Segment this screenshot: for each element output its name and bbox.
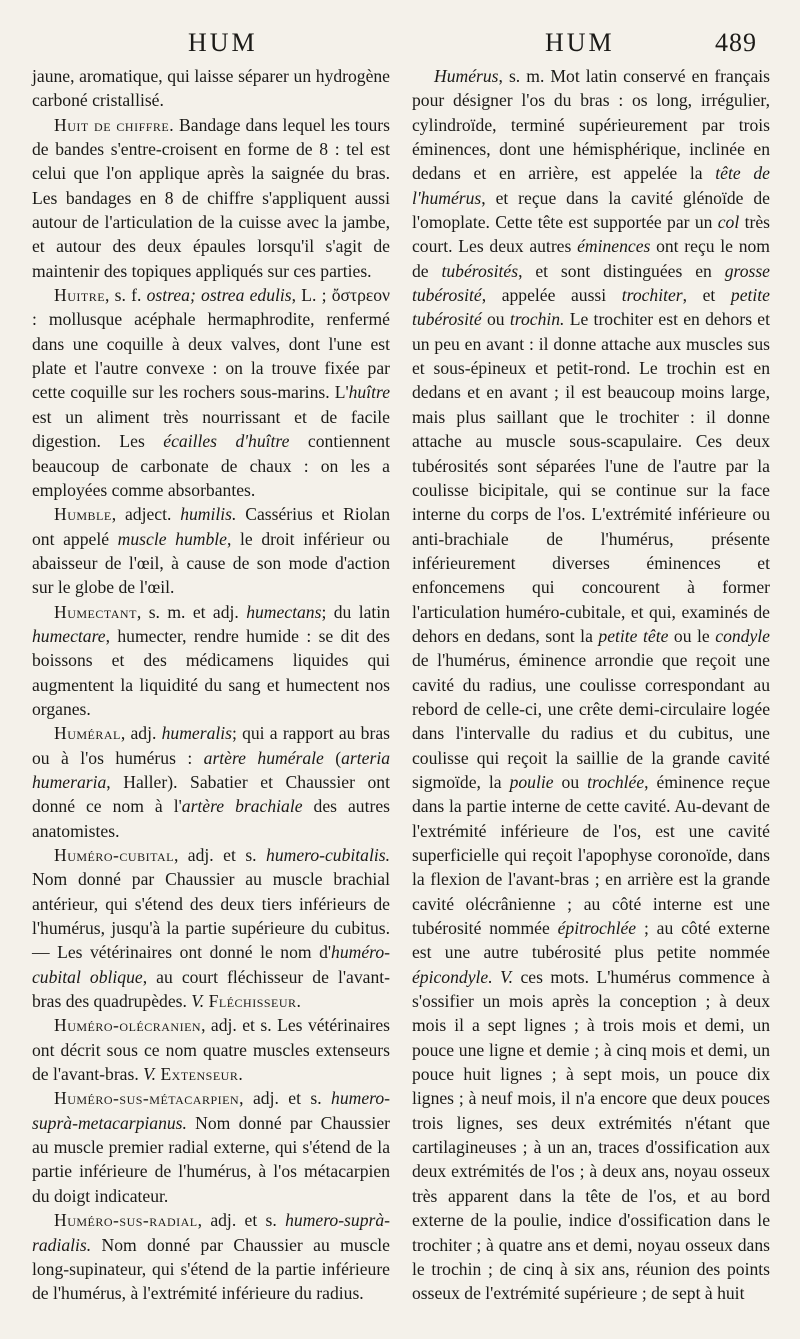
headword: Huméro-cubital	[54, 845, 174, 865]
italic-term: épitrochlée	[557, 918, 637, 939]
entry-text: ces mots. L'humérus commence à s'ossifier un mois après la conception ; à deux mois il a sept lignes ; à trois mois et demi, un pouce une ligne et demie ; à cinq mois et demi, un pouce huit lignes ; à sept mois, un pouce dix lignes ; à neuf mois, il n'a encore que deux pouces trois lignes, ses deux extrémités n'étant que cartilagineuses ; à un an, traces d'ossification aux deux extrémités de l'os ; à deux ans, noyau osseux très apparent dans la tête de l'os, et au bord externe de la poulie, indice d'ossification dans le trochiter ; à quatre ans et demi, noyau osseux dans le trochin ; de cinq à six ans, réunion des points osseux de l'extrémité supérieure ; de sept à huit	[412, 966, 770, 1304]
headword: Huit de chiffre.	[54, 114, 175, 135]
entry-text	[493, 967, 500, 987]
italic-term: grosse tubérosité	[412, 260, 770, 306]
italic-term: V.	[500, 966, 513, 987]
italic-term: V.	[143, 1064, 157, 1085]
left-column	[32, 64, 390, 1306]
headword: Huméro-olécranien	[54, 1015, 202, 1036]
dictionary-entry	[32, 721, 390, 843]
entry-text: ; qui a rapport au bras ou à l'os humérus :	[32, 723, 390, 768]
italic-term: humero-cubitalis.	[266, 845, 390, 865]
entry-text: , et sont distinguées en	[518, 260, 725, 281]
italic-term: petite tête	[598, 625, 669, 646]
entry-text: , adj. et s.	[173, 845, 267, 865]
entry-text: (	[323, 747, 342, 768]
headword: Fléchisseur.	[208, 991, 302, 1012]
entry-text: Nom donné par Chaussier au muscle long-supinateur, qui s'étend de la partie inférieure de l'humérus, à l'extrémité inférieure du radius.	[32, 1234, 390, 1304]
italic-term: V.	[191, 991, 205, 1012]
italic-term: muscle humble	[117, 528, 227, 549]
page-number: 489	[715, 28, 757, 57]
entry-text: , adj.	[120, 723, 162, 744]
entry-text: , s. m. Mot latin conservé en français pour désigner l'os du bras : os long, irrégulier, cylindroïde, terminé supérieurement par trois éminences, dont une hémisphérique, inclinée en dedans et en arrière, est appelée la	[412, 66, 770, 184]
dictionary-entry	[32, 843, 390, 1013]
header-right-word: HUM	[545, 28, 615, 57]
entry-text: ont reçu le nom de	[412, 236, 770, 281]
entry-text: Nom donné par Chaussier au muscle brachial antérieur, qui s'étend des deux tiers inférieurs de l'humérus, jusqu'à la partie supérieure du cubitus. — Les vétérinaires ont donné le nom d'	[32, 869, 390, 963]
dictionary-entry	[412, 64, 770, 1306]
dictionary-entry	[32, 283, 390, 502]
entry-text: Nom donné par Chaussier au muscle premier radial externe, qui s'étend de la partie inférieure de l'humérus, à l'os métacarpien du doigt indicateur.	[32, 1112, 390, 1206]
dictionary-entry	[32, 1208, 390, 1305]
entry-text: , éminence reçue dans la partie interne de cette cavité. Au-devant de l'extrémité inférieure de l'os, est une cavité superficielle qui reçoit l'apophyse coronoïde, dans la flexion de l'avant-bras ; en arrière est la grande cavité olécrânienne ; au côté interne est une tubérosité nommée	[412, 771, 770, 939]
entry-text: est un aliment très nourrissant et de facile digestion. Les	[32, 406, 390, 452]
entry-text: très court. Les deux autres	[412, 212, 770, 257]
dictionary-entry	[32, 502, 390, 599]
entry-text: contiennent beaucoup de carbonate de chaux : on les a employées comme absorbantes.	[32, 431, 390, 500]
italic-term: humilis.	[180, 504, 237, 525]
italic-term: arteria humeraria	[32, 747, 390, 792]
dictionary-entry	[32, 1013, 390, 1086]
italic-term: tête de l'humérus	[412, 163, 770, 208]
italic-term: humectans	[246, 601, 322, 622]
italic-term: col	[717, 212, 740, 233]
italic-term: épicondyle.	[412, 966, 493, 987]
italic-term: trochin.	[509, 309, 565, 330]
italic-term: artère brachiale	[181, 796, 303, 817]
entry-text: , au court fléchisseur de l'avant-bras des quadrupèdes.	[32, 966, 390, 1012]
italic-term: trochlée	[587, 771, 645, 792]
italic-term: artère humérale	[203, 747, 324, 768]
dictionary-entry	[32, 113, 390, 283]
italic-term: condyle	[715, 625, 770, 646]
headword: Huméral	[54, 723, 121, 744]
italic-term: humero-suprà-metacarpianus.	[32, 1088, 390, 1133]
italic-term: huître	[348, 382, 390, 403]
entry-text: , et	[682, 285, 731, 306]
entry-text: , adj. et s.	[197, 1210, 286, 1231]
entry-text: , humecter, rendre humide : se dit des boissons et des médicamens liquides qui augmentent la liquidité du sang et humectent nos organes.	[32, 625, 390, 719]
entry-text: , adject.	[111, 504, 181, 525]
entry-text: de l'humérus, éminence arrondie que reçoit une cavité du radius, une coulisse correspondant au rebord de celle-ci, une crête demi-circulaire logée dans l'intervalle du radius et du cubitus, une coulisse qui reçoit la saillie de la grande cavité sigmoïde, la	[412, 650, 770, 792]
entry-text: , adj. et s.	[239, 1088, 332, 1109]
italic-term: huméro-cubital oblique	[32, 942, 390, 987]
right-column	[412, 64, 770, 1306]
entry-text: , et reçue dans la cavité glénoïde de l'omoplate. Cette tête est supportée par un	[412, 187, 770, 233]
running-header	[0, 28, 800, 68]
entry-text: Bandage dans lequel les tours de bandes s'entre-croisent en forme de 8 : tel est celui que l'on applique après la saignée du bras. Les bandages en 8 de chiffre s'appliquent aussi autour de l'articulation de la cuisse avec la jambe, et autour des deux épaules lorsqu'il s'agit de maintenir des topiques appliqués sur ces parties.	[32, 114, 390, 281]
italic-term: trochiter	[621, 285, 683, 306]
entry-text: des autres anatomistes.	[32, 796, 391, 841]
headword: Huméro-sus-radial	[54, 1210, 198, 1231]
entry-text: , Haller). Sabatier et Chaussier ont donné ce nom à l'	[32, 771, 390, 817]
italic-term: écailles d'huître	[163, 431, 290, 452]
entry-text: , le droit inférieur ou abaisseur de l'œil, à cause de son mode d'action sur le globe de l'œil.	[32, 528, 391, 598]
entry-text: ; du latin	[321, 601, 390, 622]
headword: Extenseur.	[160, 1064, 244, 1085]
headword: Humble	[54, 504, 112, 525]
continued-paragraph	[32, 64, 390, 113]
headword: Huitre	[54, 285, 106, 306]
entry-text: , appelée aussi	[481, 285, 622, 306]
entry-text: , adj. et s. Les vétérinaires ont décrit sous ce nom quatre muscles extenseurs de l'avant-bras.	[32, 1015, 390, 1085]
entry-text: Le trochiter est en dehors et un peu en avant : il donne attache aux muscles sus et sous-épineux et petit-rond. Le trochin est en dedans et en avant ; il est beaucoup moins large, mais plus saillant que le trochiter : il donne attache au muscle sous-scapulaire. Ces deux tubérosités sont séparées l'une de l'autre par la coulisse bicipitale, qui se continue sur la face interne du corps de l'os. L'extrémité inférieure ou anti-brachiale de l'humérus, présente inférieurement diverses éminences et enfoncemens qui concourent à former l'articulation huméro-cubitale, et qui, examinés de dehors en dedans, sont la	[412, 309, 771, 646]
dictionary-entry	[32, 1086, 390, 1208]
entry-text: Cassérius et Riolan ont appelé	[32, 504, 390, 549]
italic-term: ostrea; ostrea edulis	[146, 285, 292, 306]
entry-text: ; au côté externe est une autre tubérosité plus petite nommée	[412, 918, 770, 963]
entry-text: , s. f.	[105, 285, 147, 306]
entry-text: , s. m. et adj.	[136, 601, 247, 622]
italic-term: humero-suprà-radialis.	[32, 1210, 390, 1255]
entry-text: , L. ; ὄστρεον : mollusque acéphale hermaphrodite, renfermé dans une coquille à deux valves, dont l'une est plate et l'autre convexe : on la trouve fixée par cette coquille sur les rochers sous-marins. L'	[32, 285, 390, 403]
italic-term: petite tubérosité	[412, 285, 770, 330]
italic-term: tubérosités	[441, 260, 519, 281]
italic-term: poulie	[509, 771, 554, 792]
dictionary-entry	[32, 600, 390, 722]
italic-term: éminences	[577, 236, 651, 257]
entry-text: ou	[553, 771, 588, 792]
headword: Humectant	[54, 601, 137, 622]
entry-text: ou le	[668, 625, 716, 646]
headword: Huméro-sus-métacarpien	[54, 1088, 240, 1109]
italic-term: humectare	[32, 625, 106, 646]
italic-term: humeralis	[161, 723, 232, 744]
italic-term: Humérus	[434, 66, 499, 86]
header-left-word: HUM	[188, 28, 258, 57]
entry-text: jaune, aromatique, qui laisse séparer un hydrogène carboné cristallisé.	[32, 66, 390, 111]
entry-text: ou	[481, 309, 510, 330]
